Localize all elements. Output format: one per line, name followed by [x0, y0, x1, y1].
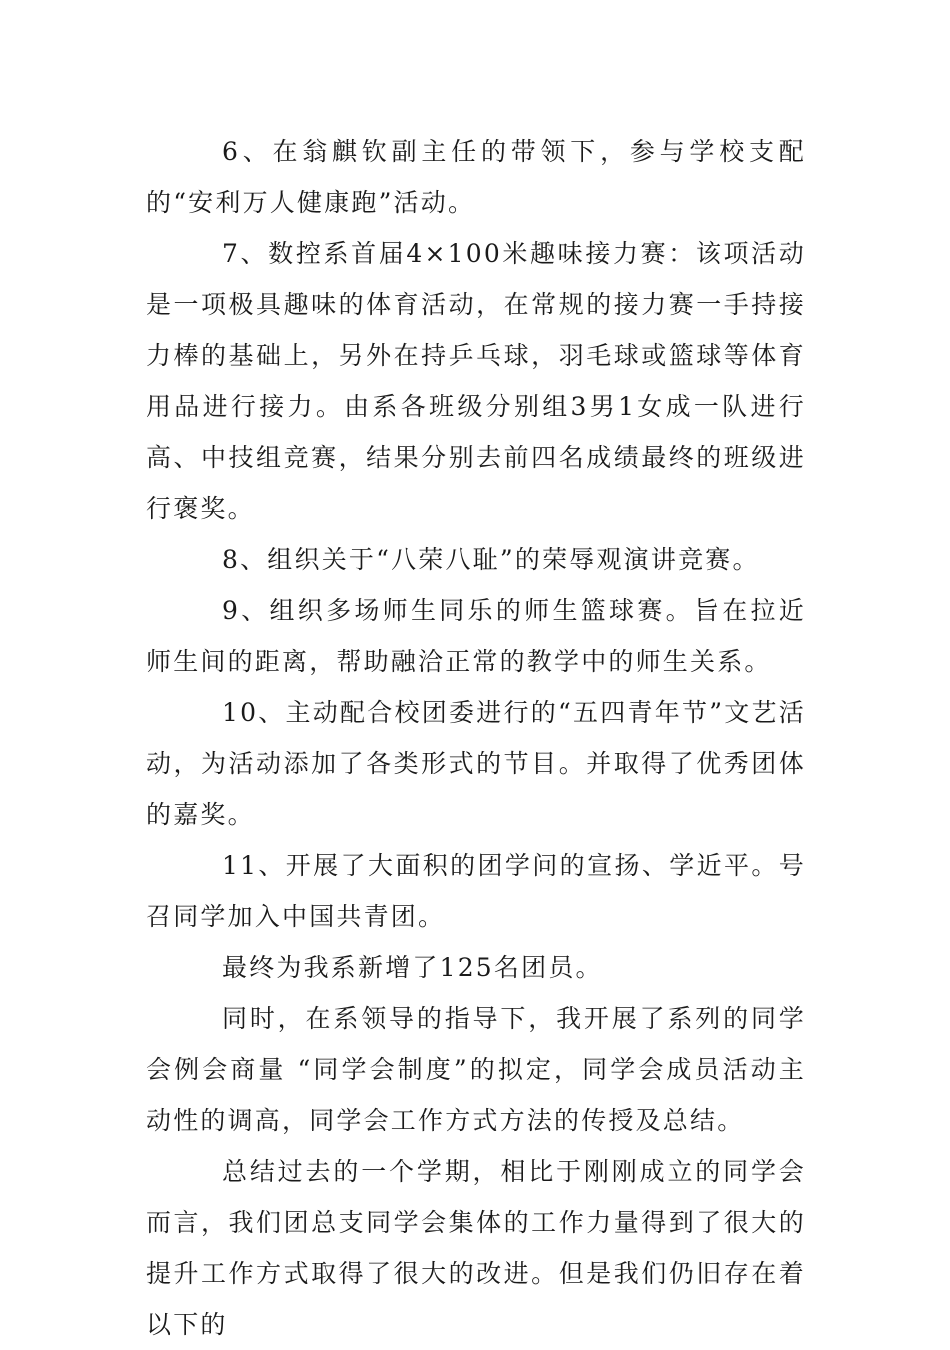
- paragraph-summary: 总结过去的一个学期，相比于刚刚成立的同学会而言，我们团总支同学会集体的工作力量得到了很大的提升工作方式取得了很大的改进。但是我们仍旧存在着以下的: [146, 1157, 806, 1339]
- paragraph-item-8: 8、组织关于“八荣八耻”的荣辱观演讲竞赛。: [222, 545, 760, 574]
- document-body: [146, 126, 806, 1350]
- paragraph-meetings: 同时，在系领导的指导下，我开展了系列的同学会例会商量 “同学会制度”的拟定，同学会成员活动主动性的调高，同学会工作方式方法的传授及总结。: [146, 1004, 806, 1135]
- paragraph-item-11: 11、开展了大面积的团学问的宣扬、学近平。号召同学加入中国共青团。: [146, 851, 806, 931]
- paragraph-item-10: 10、主动配合校团委进行的“五四青年节”文艺活动，为活动添加了各类形式的节目。并取得了优秀团体的嘉奖。: [146, 698, 806, 829]
- paragraph-item-7: 7、数控系首届4×100米趣味接力赛：该项活动是一项极具趣味的体育活动，在常规的接力赛一手持接力棒的基础上，另外在持乒乓球，羽毛球或篮球等体育用品进行接力。由系各班级分别组3男1女成一队进行高、中技组竞赛，结果分别去前四名成绩最终的班级进行褒奖。: [146, 239, 806, 523]
- paragraph-new-members: 最终为我系新增了125名团员。: [222, 953, 603, 982]
- paragraph-item-9: 9、组织多场师生同乐的师生篮球赛。旨在拉近师生间的距离，帮助融洽正常的教学中的师生关系。: [146, 596, 806, 676]
- paragraph-item-6: 6、在翁麒钦副主任的带领下，参与学校支配的“安利万人健康跑”活动。: [146, 137, 806, 217]
